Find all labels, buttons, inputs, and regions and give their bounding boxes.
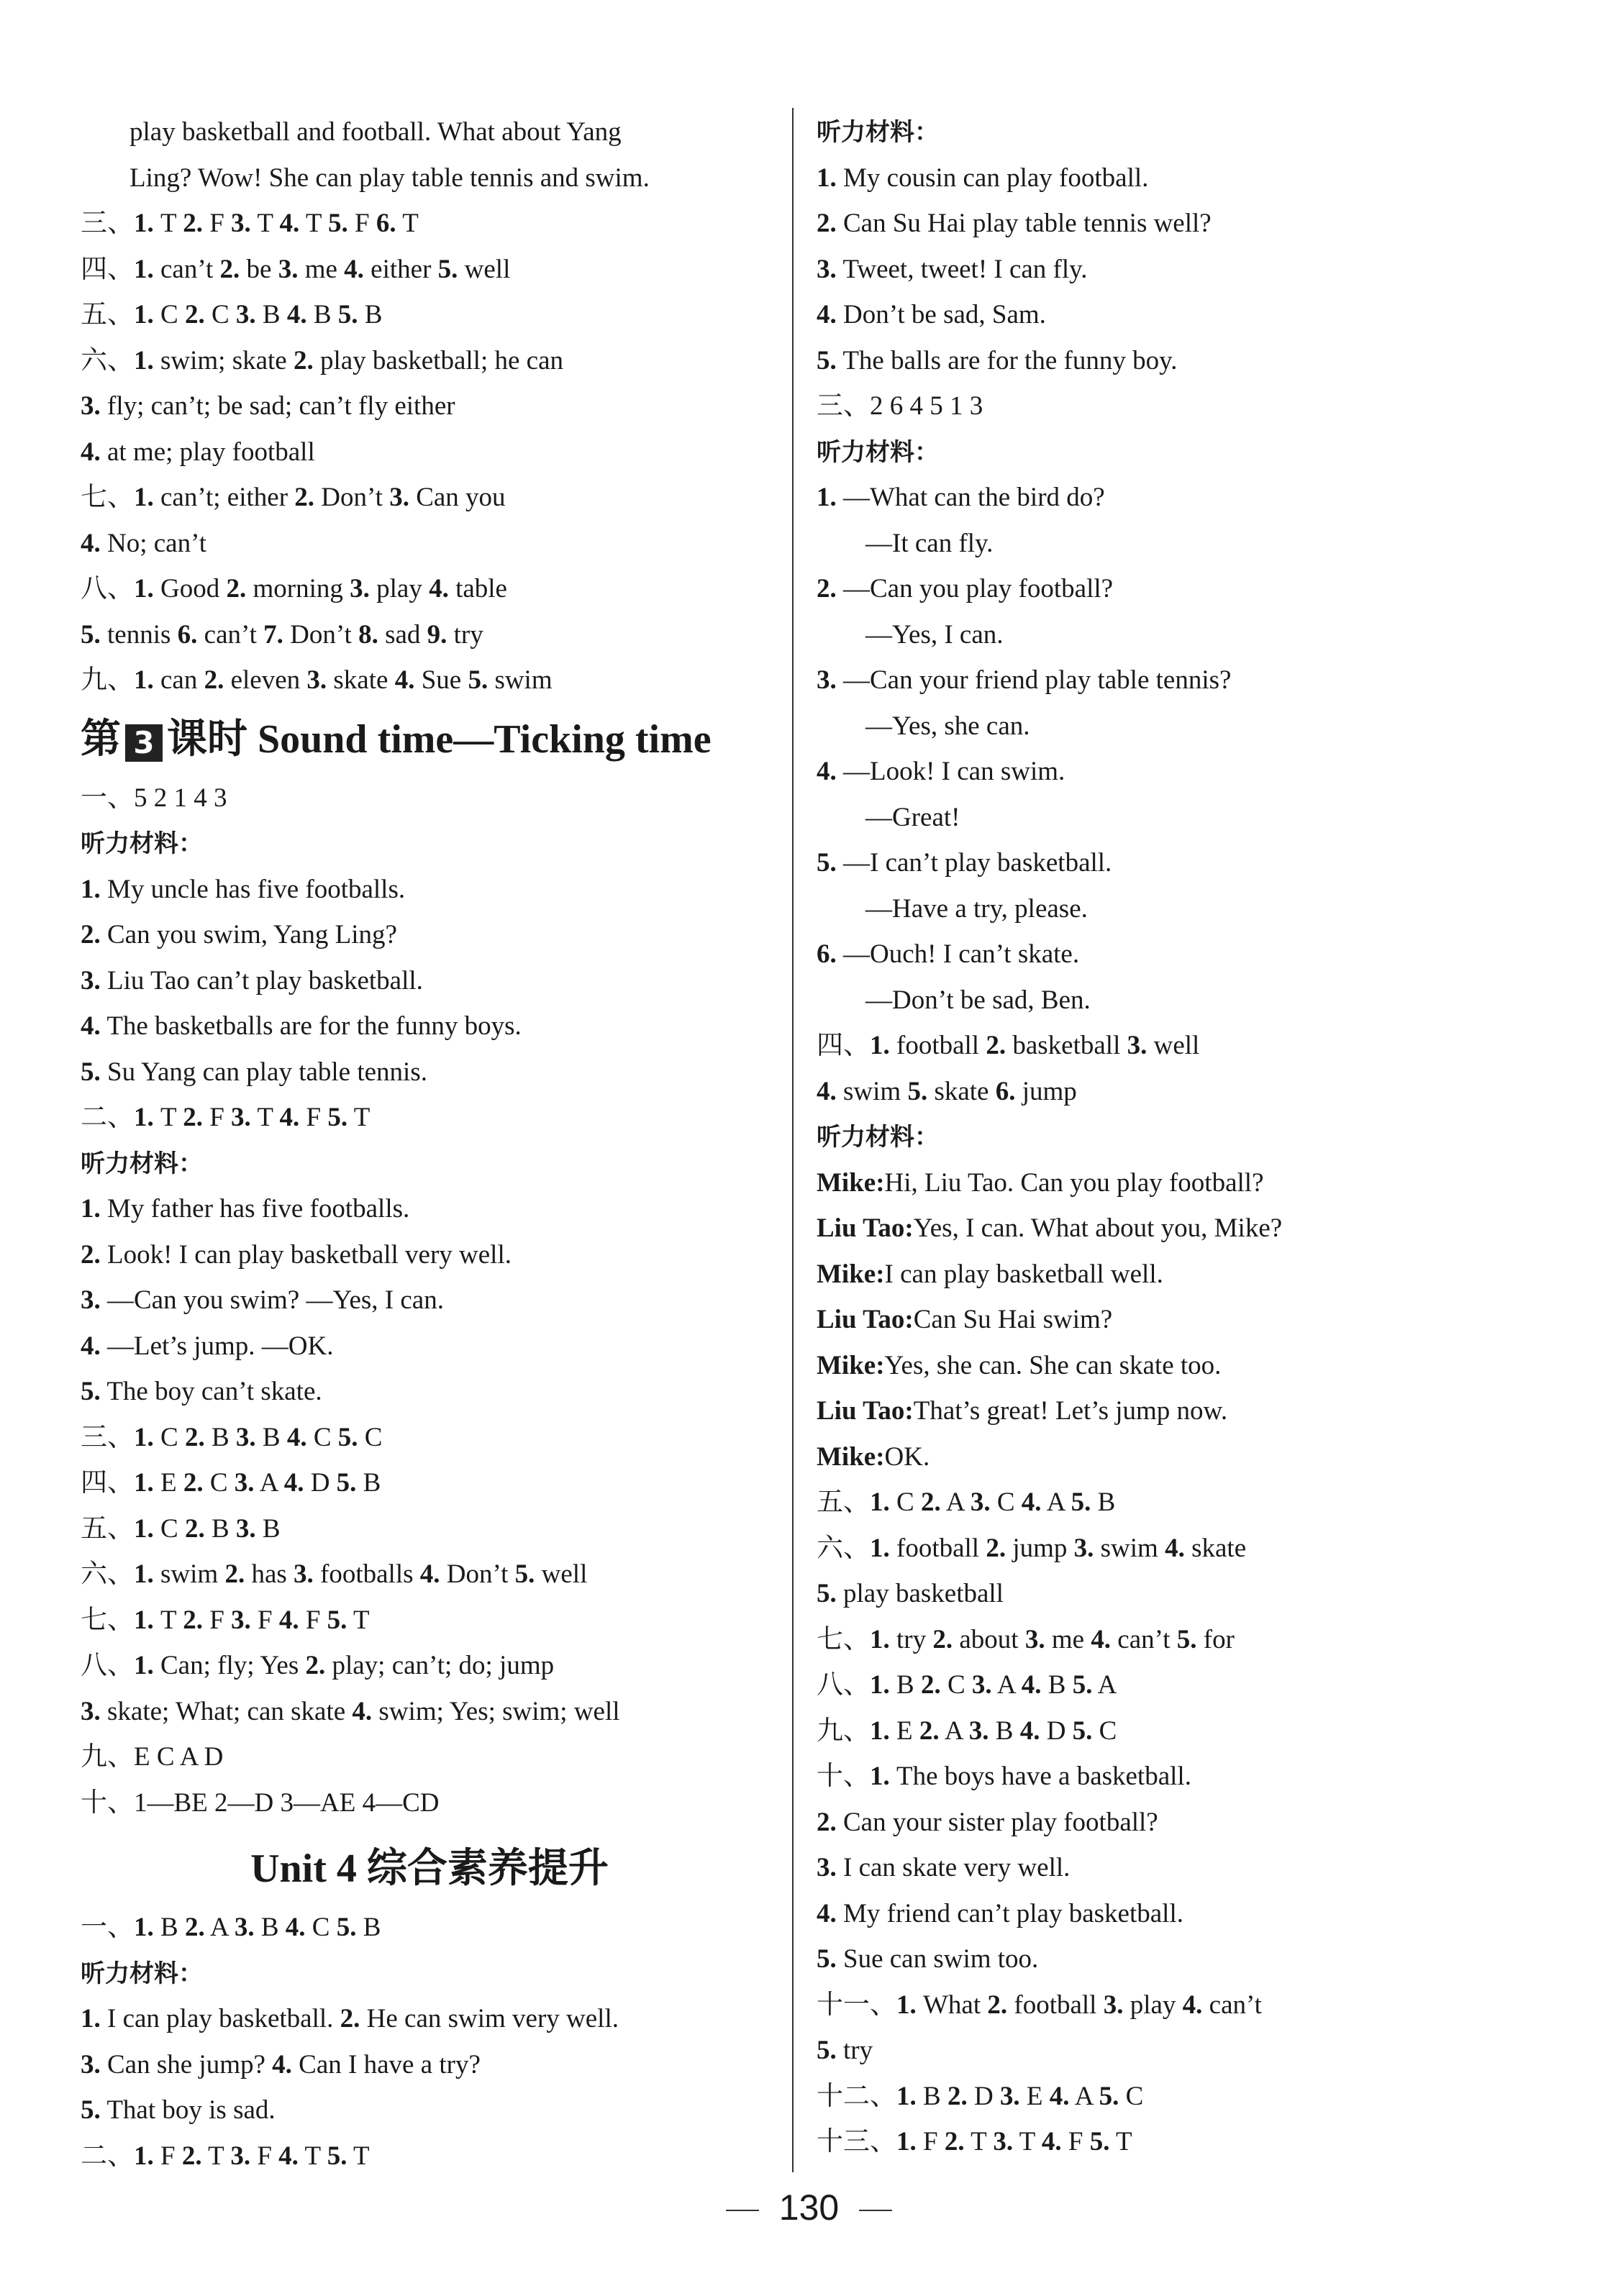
- left-answer-line: 五、1. C 2. C 3. B 4. B 5. B: [81, 300, 383, 329]
- heading-prefix: 第: [81, 716, 121, 762]
- right-answer-line: 八、1. B 2. C 3. A 4. B 5. A: [817, 1670, 1117, 1700]
- left-answer-line: 4. at me; play football: [81, 437, 315, 467]
- left-answer-line: 四、1. E 2. C 3. A 4. D 5. B: [81, 1468, 381, 1498]
- left-answer-line: 六、1. swim 2. has 3. footballs 4. Don’t 5. well: [81, 1559, 588, 1589]
- left-answer-line: 一、1. B 2. A 3. B 4. C 5. B: [81, 1913, 381, 1942]
- right-answer-line: 5. Sue can swim too.: [817, 1944, 1039, 1974]
- speaker-name: Liu Tao:: [817, 1305, 914, 1334]
- dialogue-text: That’s great! Let’s jump now.: [913, 1396, 1228, 1426]
- left-answer-line: 八、1. Good 2. morning 3. play 4. table: [81, 574, 507, 603]
- dialogue-line: [817, 1434, 1565, 1480]
- right-column: [817, 109, 1565, 2165]
- left-answer-line: 3. fly; can’t; be sad; can’t fly either: [81, 391, 455, 421]
- left-answer-line: 七、1. T 2. F 3. F 4. F 5. T: [81, 1605, 370, 1635]
- right-answer-line: 6. —Ouch! I can’t skate.: [817, 939, 1080, 969]
- left-answer-line: 5. The boy can’t skate.: [81, 1377, 322, 1406]
- speaker-name: Mike:: [817, 1350, 885, 1380]
- right-answer-line: 3. Tweet, tweet! I can fly.: [817, 254, 1088, 284]
- right-answer-line: 5. try: [817, 2036, 873, 2065]
- left-answer-line: Ling? Wow! She can play table tennis and swim.: [129, 163, 650, 193]
- dialogue-text: Yes, she can. She can skate too.: [884, 1350, 1222, 1380]
- speaker-name: Mike:: [817, 1441, 885, 1472]
- speaker-name: Liu Tao:: [817, 1213, 914, 1243]
- right-answer-line: —It can fly.: [865, 528, 994, 558]
- left-answer-line: 4. No; can’t: [81, 528, 207, 558]
- right-answer-line: 七、1. try 2. about 3. me 4. can’t 5. for: [817, 1624, 1235, 1654]
- left-answer-line: 1. My uncle has five footballs.: [81, 874, 406, 904]
- dialogue-line: [817, 1388, 1565, 1434]
- listening-material-label: 听力材料：: [81, 829, 203, 858]
- left-answer-line: 七、1. can’t; either 2. Don’t 3. Can you: [81, 483, 506, 512]
- left-answer-line: 5. That boy is sad.: [81, 2095, 276, 2125]
- right-answer-line: 九、1. E 2. A 3. B 4. D 5. C: [817, 1716, 1117, 1746]
- right-answer-line: 3. —Can your friend play table tennis?: [817, 665, 1232, 695]
- page-number: 130: [778, 2187, 840, 2228]
- speaker-name: Mike:: [817, 1167, 885, 1198]
- right-answer-line: 五、1. C 2. A 3. C 4. A 5. B: [817, 1488, 1116, 1517]
- speaker-name: Mike:: [817, 1259, 885, 1289]
- footer-dash-left: [726, 2210, 759, 2211]
- listening-material-label: 听力材料：: [81, 1149, 203, 1178]
- right-answer-line: —Great!: [865, 802, 960, 832]
- left-answer-line: 2. Look! I can play basketball very well.: [81, 1239, 512, 1270]
- right-answer-line: —Yes, she can.: [865, 711, 1030, 741]
- right-answer-line: 十二、1. B 2. D 3. E 4. A 5. C: [817, 2081, 1144, 2111]
- left-answer-line: 1. My father has five footballs.: [81, 1194, 410, 1224]
- left-answer-line: 八、1. Can; fly; Yes 2. play; can’t; do; jump: [81, 1651, 555, 1680]
- listening-material-label: 听力材料：: [817, 437, 939, 467]
- left-answer-line: 十、1—BE 2—D 3—AE 4—CD: [81, 1787, 440, 1818]
- right-answer-line: 4. My friend can’t play basketball.: [817, 1898, 1183, 1928]
- left-answer-line: 3. skate; What; can skate 4. swim; Yes; swim; well: [81, 1696, 620, 1726]
- dialogue-line: [817, 1297, 1565, 1343]
- left-answer-line: 四、1. can’t 2. be 3. me 4. either 5. well: [81, 254, 511, 284]
- right-answer-line: 2. Can Su Hai play table tennis well?: [817, 209, 1212, 238]
- left-answer-line: 二、1. T 2. F 3. T 4. F 5. T: [81, 1103, 371, 1132]
- right-answer-line: 5. The balls are for the funny boy.: [817, 345, 1178, 375]
- left-answer-line: 3. —Can you swim? —Yes, I can.: [81, 1285, 444, 1315]
- dialogue-line: [817, 1160, 1565, 1206]
- left-answer-line: 4. —Let’s jump. —OK.: [81, 1331, 334, 1361]
- right-answer-line: 4. swim 5. skate 6. jump: [817, 1076, 1077, 1106]
- footer-dash-right: [859, 2210, 892, 2211]
- left-answer-line: 3. Can she jump? 4. Can I have a try?: [81, 2049, 481, 2079]
- column-divider: [792, 108, 794, 2172]
- right-answer-line: 5. —I can’t play basketball.: [817, 848, 1112, 878]
- right-answer-line: 2. Can your sister play football?: [817, 1807, 1158, 1837]
- dialogue-text: Yes, I can. What about you, Mike?: [913, 1213, 1283, 1243]
- right-answer-line: 十、1. The boys have a basketball.: [817, 1762, 1191, 1791]
- left-answer-line: 六、1. swim; skate 2. play basketball; he can: [81, 345, 563, 375]
- left-answer-line: 一、5 2 1 4 3: [81, 783, 227, 813]
- dialogue-line: [817, 1252, 1565, 1298]
- right-answer-line: 4. Don’t be sad, Sam.: [817, 300, 1046, 329]
- left-answer-line: 三、1. T 2. F 3. T 4. T 5. F 6. T: [81, 209, 419, 238]
- left-answer-line: 九、E C A D: [81, 1742, 224, 1772]
- right-answer-line: —Don’t be sad, Ben.: [865, 985, 1091, 1015]
- right-answer-line: 5. play basketball: [817, 1579, 1004, 1608]
- left-answer-line: 4. The basketballs are for the funny boys.: [81, 1011, 522, 1041]
- lesson-number-badge: 3: [125, 724, 163, 762]
- page-footer: [0, 2187, 1618, 2228]
- right-answer-line: —Yes, I can.: [865, 619, 1004, 650]
- left-column: [81, 109, 778, 2179]
- right-answer-line: 四、1. football 2. basketball 3. well: [817, 1031, 1200, 1060]
- dialogue-text: I can play basketball well.: [884, 1259, 1163, 1289]
- left-answer-line: 5. tennis 6. can’t 7. Don’t 8. sad 9. try: [81, 619, 483, 650]
- left-answer-line: play basketball and football. What about Yang: [129, 117, 622, 147]
- heading-title: 课时 Sound time—Ticking time: [167, 716, 712, 762]
- right-answer-line: 十三、1. F 2. T 3. T 4. F 5. T: [817, 2127, 1132, 2156]
- unit-heading: Unit 4 综合素养提升: [250, 1846, 609, 1891]
- dialogue-text: OK.: [884, 1441, 930, 1472]
- left-answer-line: 2. Can you swim, Yang Ling?: [81, 920, 397, 949]
- left-answer-line: 三、1. C 2. B 3. B 4. C 5. C: [81, 1422, 383, 1452]
- left-answer-line: 1. I can play basketball. 2. He can swim very well.: [81, 2004, 619, 2033]
- left-answer-line: 五、1. C 2. B 3. B: [81, 1513, 281, 1544]
- right-answer-line: 1. —What can the bird do?: [817, 483, 1105, 512]
- dialogue-text: Can Su Hai swim?: [913, 1305, 1113, 1334]
- dialogue-line: [817, 1343, 1565, 1389]
- left-answer-line: 九、1. can 2. eleven 3. skate 4. Sue 5. swim: [81, 665, 553, 695]
- right-answer-line: 4. —Look! I can swim.: [817, 757, 1065, 786]
- right-answer-line: 1. My cousin can play football.: [817, 163, 1149, 193]
- left-answer-line: 二、1. F 2. T 3. F 4. T 5. T: [81, 2141, 370, 2171]
- listening-material-label: 听力材料：: [817, 118, 939, 147]
- right-answer-line: —Have a try, please.: [865, 893, 1088, 924]
- lesson-heading: [81, 703, 778, 775]
- right-answer-line: 十一、1. What 2. football 3. play 4. can’t: [817, 1990, 1262, 2020]
- right-answer-line: 2. —Can you play football?: [817, 574, 1114, 603]
- right-answer-line: 3. I can skate very well.: [817, 1853, 1071, 1882]
- right-answer-line: 六、1. football 2. jump 3. swim 4. skate: [817, 1533, 1247, 1563]
- dialogue-line: [817, 1206, 1565, 1252]
- listening-material-label: 听力材料：: [817, 1123, 939, 1152]
- left-answer-line: 3. Liu Tao can’t play basketball.: [81, 965, 423, 996]
- speaker-name: Liu Tao:: [817, 1396, 914, 1426]
- right-answer-line: 三、2 6 4 5 1 3: [817, 391, 983, 421]
- listening-material-label: 听力材料：: [81, 1959, 203, 1988]
- left-answer-line: 5. Su Yang can play table tennis.: [81, 1057, 427, 1087]
- dialogue-text: Hi, Liu Tao. Can you play football?: [884, 1167, 1264, 1198]
